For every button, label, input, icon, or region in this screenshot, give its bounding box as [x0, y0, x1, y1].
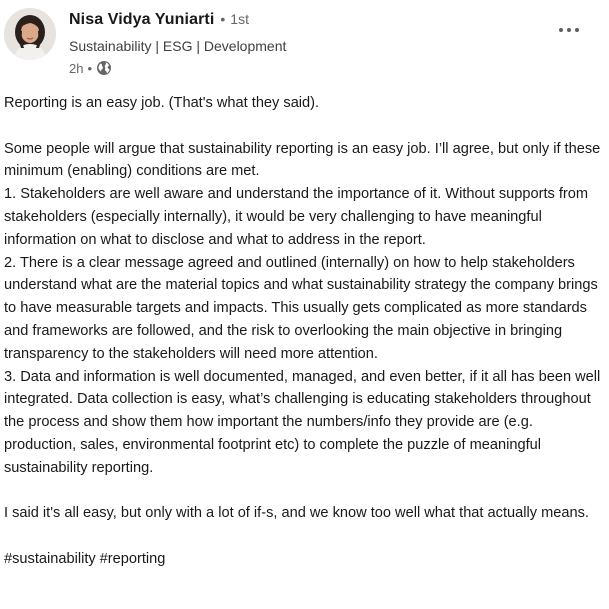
post-point-2: 2. There is a clear message agreed and outlined (internally) on how to help stakeholders understand what are the material topics and what sustainability strategy the company brings to have measurable targets and impacts. This usually gets complicated as more standards and frameworks are followed, and the risk to overlooking the main objective in bringing transparency to the stakeholders will need more attention. [4, 254, 598, 362]
author-headline: Sustainability | ESG | Development [69, 38, 287, 54]
post-lead: Some people will argue that sustainability reporting is an easy job. I’ll agree, but only if these minimum (enabling) conditions are met. [4, 140, 601, 180]
hashtag-sustainability[interactable]: #sustainability [4, 550, 96, 567]
hashtag-list [4, 548, 604, 571]
post-body [4, 92, 604, 571]
more-dot [575, 28, 579, 32]
globe-icon [96, 60, 112, 76]
post-time: 2h [69, 60, 84, 76]
post-intro: Reporting is an easy job. (That's what they said). [4, 95, 320, 111]
connection-degree: 1st [230, 11, 249, 27]
hashtag-reporting[interactable]: #reporting [99, 550, 166, 567]
time-separator: • [87, 60, 93, 76]
more-horizontal-icon [559, 28, 563, 32]
paragraph-spacer [4, 115, 604, 138]
post-meta [69, 59, 539, 77]
more-dot [567, 28, 571, 32]
author-avatar[interactable] [4, 8, 56, 60]
post-point-1: 1. Stakeholders are well aware and understand the importance of it. Without supports from stakeholders (especially internally), it would be very challenging to have meaningful information on what to disclose and what to address in the report. [4, 186, 589, 248]
degree-separator: • [220, 11, 226, 27]
paragraph-spacer [4, 480, 604, 503]
paragraph-spacer [4, 525, 604, 548]
post-header [69, 11, 539, 77]
profile-photo [4, 8, 56, 60]
author-name[interactable]: Nisa Vidya Yuniarti [69, 11, 215, 28]
more-options-button[interactable] [552, 18, 586, 42]
author-name-line [69, 11, 539, 33]
post-point-3: 3. Data and information is well documented, managed, and even better, if it all has been well integrated. Data collection is easy, what’s challenging is educating stakeholders throughout the process and show them how important the numbers/info they provide are (e.g. production, sales, environmental footprint etc) to complete the puzzle of meaningful sustainability reporting. [4, 368, 601, 476]
post-closing: I said it's all easy, but only with a lot of if-s, and we know too well what that actually means. [4, 505, 589, 522]
